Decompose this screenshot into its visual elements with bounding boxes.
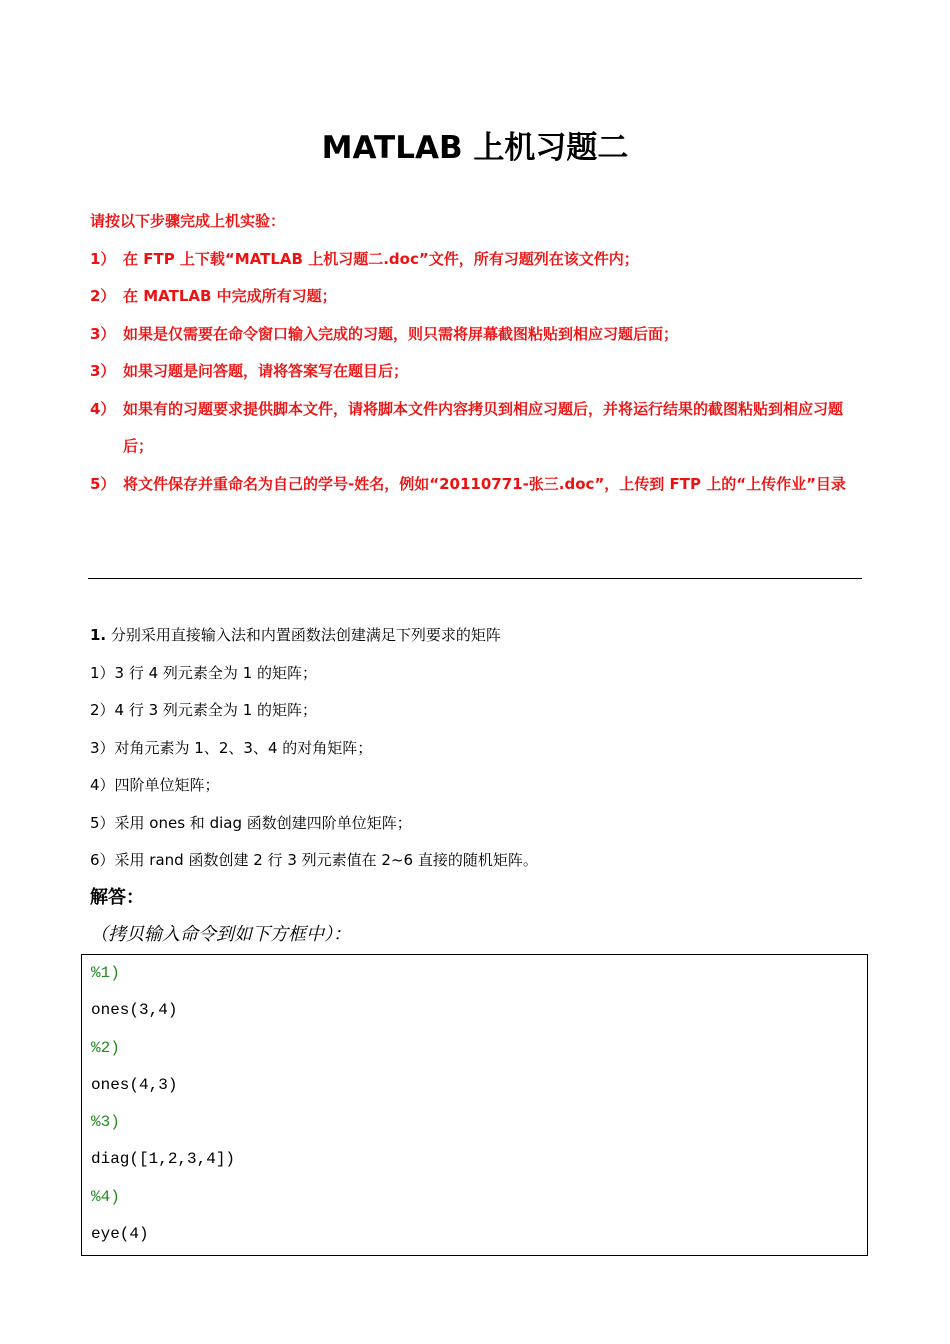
step-number: 3） (90, 362, 116, 380)
instruction-step (90, 316, 865, 354)
code-line: eye(4) (91, 1225, 149, 1244)
code-line: ones(4,3) (91, 1075, 178, 1094)
answer-label: 解答： (90, 887, 144, 908)
question-item: 2）4 行 3 列元素全为 1 的矩阵； (90, 701, 318, 719)
question-item: 6）采用 rand 函数创建 2 行 3 列元素值在 2~6 直接的随机矩阵。 (90, 851, 538, 869)
step-text: 如果有的习题要求提供脚本文件，请将脚本文件内容拷贝到相应习题后，并将运行结果的截图粘贴到相应习题后； (123, 399, 844, 455)
instructions-heading: 请按以下步骤完成上机实验： (90, 212, 286, 230)
question-number: 1. (90, 626, 107, 644)
code-line: diag([1,2,3,4]) (91, 1150, 236, 1169)
step-number: 4） (90, 399, 116, 418)
page-title: MATLAB 上机习题二 (321, 130, 629, 166)
question-item: 3）对角元素为 1、2、3、4 的对角矩阵； (90, 738, 373, 757)
step-number: 5） (90, 474, 116, 493)
code-line: ones(3,4) (91, 1001, 178, 1020)
question-item: 4）四阶单位矩阵； (90, 776, 220, 794)
instruction-step (90, 241, 865, 279)
step-text: 在 MATLAB 中完成所有习题； (123, 287, 337, 305)
step-text: 如果习题是问答题，请将答案写在题目后； (123, 362, 409, 380)
copy-hint: （拷贝输入命令到如下方框中）： (90, 924, 351, 945)
code-answer-box[interactable] (81, 954, 868, 1256)
step-text: 在 FTP 上下载“MATLAB 上机习题二.doc”文件，所有习题列在该文件内； (123, 249, 639, 268)
instruction-step (90, 466, 865, 504)
step-number: 2） (90, 287, 116, 305)
question-item: 5）采用 ones 和 diag 函数创建四阶单位矩阵； (90, 813, 412, 832)
question-prompt (90, 617, 870, 655)
code-comment-line: %1) (91, 964, 120, 982)
section-divider (88, 578, 862, 579)
step-number: 1） (90, 249, 116, 268)
instruction-step (90, 278, 865, 316)
step-number: 3） (90, 324, 116, 343)
instructions-block (90, 203, 865, 503)
question-item: 1）3 行 4 列元素全为 1 的矩阵； (90, 663, 318, 682)
code-comment-line: %3) (91, 1113, 120, 1132)
code-comment-line: %4) (91, 1187, 120, 1206)
code-comment-line: %2) (91, 1038, 120, 1057)
step-text: 如果是仅需要在命令窗口输入完成的习题，则只需将屏幕截图粘贴到相应习题后面； (123, 324, 679, 343)
step-text: 将文件保存并重命名为自己的学号-姓名，例如“20110771-张三.doc”，上传到 FTP 上的“上传作业”目录 (123, 474, 846, 493)
question-1 (90, 617, 870, 880)
instruction-step (90, 353, 865, 391)
question-prompt-text: 分别采用直接输入法和内置函数法创建满足下列要求的矩阵 (110, 626, 501, 644)
instruction-step (90, 391, 865, 466)
